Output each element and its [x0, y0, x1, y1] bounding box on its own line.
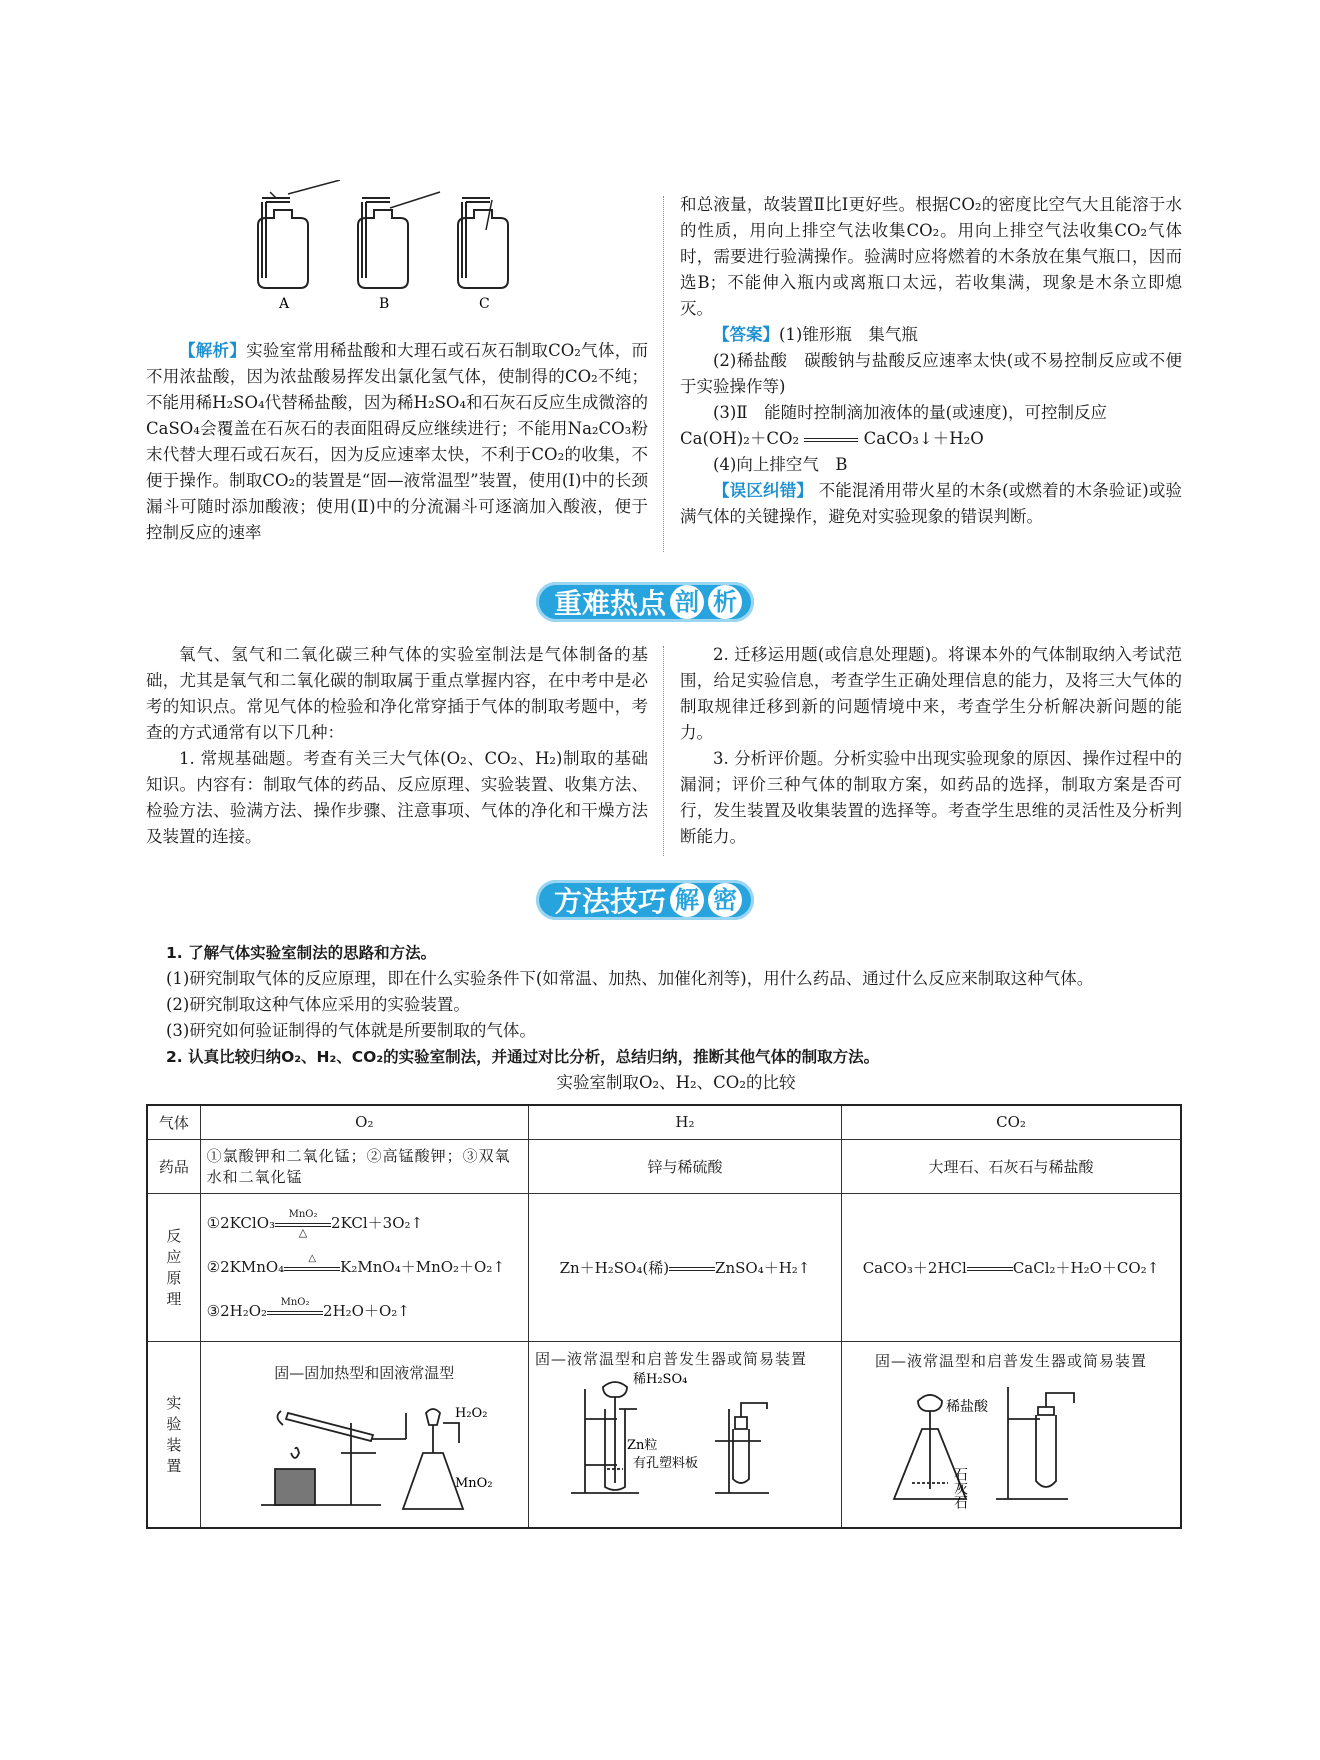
co2-principle: CaCO₃＋2HCl CaCl₂＋H₂O＋CO₂↑: [841, 1193, 1181, 1341]
label-mno2: MnO₂: [454, 1475, 493, 1491]
answer-block: [680, 192, 1182, 530]
error-correction: 【误区纠错】 不能混淆用带火星的木条(或燃着的木条验证)或验满气体的关键操作，避免对实验现象的错误判断。: [680, 481, 1183, 526]
column-divider-top: [663, 196, 664, 552]
label-plate: 有孔塑料板: [632, 1455, 698, 1471]
header-gas: 气体: [147, 1105, 200, 1139]
co2-apparatus-drawing: [842, 1371, 1180, 1511]
comparison-table: [146, 1104, 1182, 1529]
answer-line-1: 【答案】(1)锥形瓶 集气瓶: [713, 325, 918, 344]
label-dilute-hcl: 稀盐酸: [945, 1398, 988, 1415]
method-heading-1: 1. 了解气体实验室制法的思路和方法。: [166, 944, 437, 962]
analysis-tag: 【解析】: [179, 341, 247, 360]
header-h2: H₂: [528, 1105, 841, 1139]
header-co2: CO₂: [841, 1105, 1181, 1139]
method-heading-2: 2. 认真比较归纳O₂、H₂、CO₂的实验室制法，并通过对比分析，总结归纳，推断其他气体的制取方法。: [166, 1048, 880, 1066]
section-key-points-left: 氧气、氢气和二氧化碳三种气体的实验室制法是气体制备的基础，尤其是氧气和二氧化碳的制取属于重点掌握内容，在中考中是必考的知识点。常见气体的检验和净化常穿插于气体的制取考题中，考查的方式通常有以下几种： 1. 常规基础题。考查有关三大气体(O₂、CO₂、H₂)制取的基础知识。内容有：制取气体的药品、反应原理、实验装置、收集方法、检验方法、验满方法、操作步骤、注意事项、气体的净化和干燥方法及装置的连接。: [146, 645, 648, 846]
label-zn: Zn粒: [626, 1437, 658, 1453]
section-key-points-right: 2. 迁移运用题(或信息处理题)。将课本外的气体制取纳入考试范围，给足实验信息，考查学生正确处理信息的能力，及将三大气体的制取规律迁移到新的问题情境中来，考查学生分析解决新问题的能力。 3. 分析评价题。分析实验中出现实验现象的原因、操作过程中的漏洞；评价三种气体的制取方案，如药品的选择，制取方案是否可行，发生装置及收集装置的选择等。考查学生思维的灵活性及分析判断能力。: [680, 645, 1182, 846]
co2-apparatus: 固—液常温型和启普发生器或简易装置 稀盐酸 石灰石: [841, 1341, 1181, 1528]
answer-line-4: (4)向上排空气 B: [713, 455, 848, 474]
row-label-drug: 药品: [147, 1139, 200, 1193]
figure-label-b: B: [379, 296, 390, 312]
method-item-2: (2)研究制取这种气体应采用的实验装置。: [166, 995, 470, 1014]
column-divider-mid: [663, 646, 664, 856]
gas-bottle-figure: [240, 180, 560, 315]
answer-line-3: (3)Ⅱ 能随时控制滴加液体的量(或速度)，可控制反应: [713, 403, 1107, 422]
answer-line-2: (2)稀盐酸 碳酸钠与盐酸反应速率太快(或不易控制反应或不便于实验操作等): [680, 351, 1182, 396]
section-banner-key-points: 重难热点 剖 析: [536, 582, 754, 622]
o2-apparatus: 固—固加热型和固液常温型 H₂O₂ MnO₂: [200, 1341, 528, 1528]
o2-principle: ①2KClO₃ MnO₂ △ 2KCl＋3O₂↑ ②2KMnO₄ △ K₂MnO₄＋MnO₂＋O₂↑ ③2H₂O₂ MnO₂ 2H₂O＋O₂↑: [200, 1193, 528, 1341]
figure-label-a: A: [279, 296, 290, 312]
o2-drug: ①氯酸钾和二氧化锰；②高锰酸钾；③双氧水和二氧化锰: [200, 1139, 528, 1193]
h2-principle: Zn＋H₂SO₄(稀) ZnSO₄＋H₂↑: [528, 1193, 841, 1341]
header-o2: O₂: [200, 1105, 528, 1139]
method-section: [166, 940, 1186, 1096]
analysis-paragraph: 【解析】实验室常用稀盐酸和大理石或石灰石制取CO₂气体，而不用浓盐酸，因为浓盐酸易挥发出氯化氢气体，使制得的CO₂不纯；不能用稀H₂SO₄代替稀盐酸，因为稀H₂SO₄和石灰石反应生成微溶的CaSO₄会覆盖在石灰石的表面阻碍反应继续进行；不能用Na₂CO₃粉末代替大理石或石灰石，因为反应速率太快，不利于CO₂的收集，不便于操作。制取CO₂的装置是“固—液常温型”装置，使用(Ⅰ)中的长颈漏斗可随时添加酸液；使用(Ⅱ)中的分流漏斗可逐滴加入酸液，便于控制反应的速率: [146, 341, 648, 542]
analysis-continuation: 和总液量，故装置Ⅱ比Ⅰ更好些。根据CO₂的密度比空气大且能溶于水的性质，用向上排空气法收集CO₂。用向上排空气法收集CO₂气体时，需要进行验满操作。验满时应将燃着的木条放在集气瓶口，因而选B；不能伸入瓶内或离瓶口太远，若收集满，现象是木条立即熄灭。: [680, 195, 1182, 318]
label-dilute-h2so4: 稀H₂SO₄: [632, 1371, 688, 1387]
co2-drug: 大理石、石灰石与稀盐酸: [841, 1139, 1181, 1193]
row-label-apparatus: 实验装置: [147, 1341, 200, 1528]
section-banner-methods: 方法技巧 解 密: [536, 880, 754, 920]
o2-apparatus-drawing: [201, 1383, 521, 1523]
h2-apparatus: 固—液常温型和启普发生器或简易装置 稀H₂SO₄ Zn粒 有孔塑料板: [528, 1341, 841, 1528]
h2-apparatus-drawing: [529, 1369, 841, 1501]
answer-equation: Ca(OH)₂＋CO₂ CaCO₃↓＋H₂O: [680, 429, 984, 448]
label-h2o2: H₂O₂: [454, 1405, 488, 1421]
h2-drug: 锌与稀硫酸: [528, 1139, 841, 1193]
method-item-1: (1)研究制取气体的反应原理，即在什么实验条件下(如常温、加热、加催化剂等)，用什么药品、通过什么反应来制取这种气体。: [166, 969, 1094, 988]
label-limestone: 石灰石: [951, 1466, 968, 1509]
figure-label-c: C: [479, 296, 490, 312]
method-item-3: (3)研究如何验证制得的气体就是所要制取的气体。: [166, 1021, 536, 1040]
row-label-principle: 反应原理: [147, 1193, 200, 1341]
table-caption: 实验室制取O₂、H₂、CO₂的比较: [556, 1073, 796, 1092]
